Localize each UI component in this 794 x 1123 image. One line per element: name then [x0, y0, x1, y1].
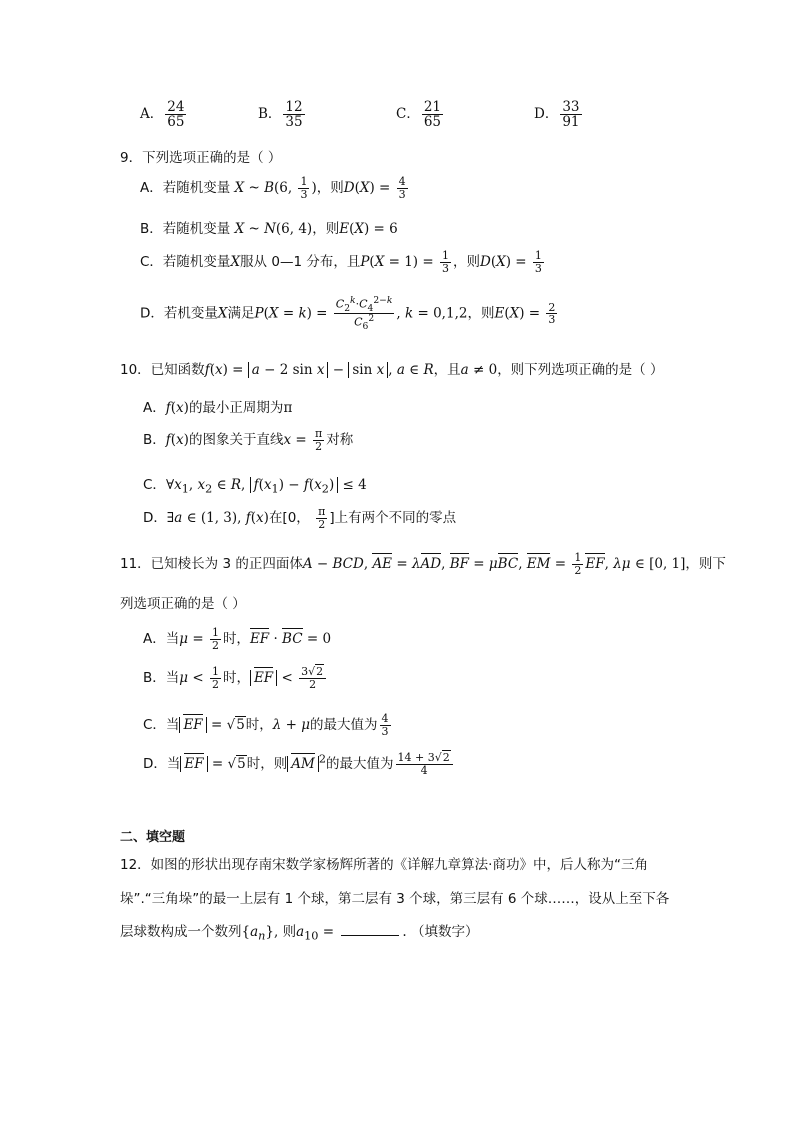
q8-option-b: [258, 100, 307, 129]
denominator: 65: [423, 114, 442, 131]
option-label: B．: [258, 106, 282, 123]
option-text: ，则: [316, 180, 344, 196]
option-label: D．: [534, 106, 559, 123]
option-label: C．: [143, 477, 166, 493]
q12-line1: 12．如图的形状出现存南宋数学家杨辉所著的《详解九章算法·商功》中，后人称为“三角: [120, 857, 648, 873]
q8-option-d: [534, 100, 584, 129]
fraction: [422, 100, 443, 129]
option-text: 时，则: [246, 756, 288, 772]
section-title: 二、填空题: [120, 830, 186, 845]
option-text: 满足: [227, 305, 255, 322]
option-label: C．当: [143, 717, 180, 733]
option-text: 时，: [222, 670, 250, 686]
option-text: 的最小正周期为: [188, 400, 284, 416]
option-text: B．若随机变量: [140, 221, 231, 237]
stem-text: 层球数构成一个数列: [120, 924, 242, 940]
option-text: 在[0，: [268, 510, 310, 526]
q11-option-d: D．当 EF = √5时，则 AM $^2$的最大值为 $\frac{14 + 3√2}{4}$: [143, 752, 455, 777]
fraction: [283, 100, 304, 129]
stem-text: ，则下: [685, 556, 726, 572]
fraction: [165, 100, 186, 129]
q10-option-b: B．f(x)的图象关于直线x = $\frac{\pi}{2}$ 对称: [143, 427, 354, 453]
numerator: 21: [423, 99, 442, 115]
q9-stem: 9．下列选项正确的是（ ）: [120, 150, 282, 166]
option-text: ，则: [467, 305, 495, 322]
q9-option-b: B．若随机变量 X ~ N(6, 4)，则E(X) = 6: [140, 221, 398, 237]
option-label: B．当: [143, 670, 180, 686]
q11-option-c: C．当 EF = √5时，λ + μ的最大值为 $\frac{4}{3}$: [143, 712, 389, 738]
q12-line2: 垛”.“三角垛”的最一上层有 1 个球，第二层有 3 个球，第三层有 6 个球……，设从上至下各: [120, 891, 670, 907]
q11-stem-line2: 列选项正确的是（ ）: [120, 596, 246, 612]
q10-option-c: C．$\forall x_1$, $x_2$ ∈ R, $f(x_1) - f(x_2) \le 4$: [143, 477, 367, 496]
option-label: D．当: [143, 756, 181, 772]
option-text: C．若随机变量: [140, 254, 231, 270]
q10-stem: 10．已知函数f(x) = a − 2 sin x − sin x , a ∈ R，且a ≠ 0，则下列选项正确的是（ ）: [120, 362, 664, 378]
option-text: 的最大值为: [310, 717, 378, 733]
q10-option-d: D．∃a ∈ (1, 3), f(x)在[0， $\frac{\pi}{2}$ ]上有两个不同的零点: [143, 505, 457, 531]
option-label: B．: [143, 432, 166, 448]
q9-option-d: D．若机变量X满足P(X = k) = $\frac{C_2^k\cdot C_4^{2-k}}{C_6^2}$ , k = 0,1,2，则E(X) = $\frac{2}{3}$: [140, 295, 556, 333]
option-label: A．: [143, 400, 166, 416]
q11-option-b: B．当μ < $\frac{1}{2}$ 时， EF < $\frac{3√2}{2}$: [143, 666, 328, 691]
q11-option-a: A．当μ = $\frac{1}{2}$ 时，EF · BC = 0: [143, 626, 332, 652]
stem-text: 11．已知棱长为 3 的正四面体: [120, 556, 303, 572]
denominator: 65: [167, 114, 185, 131]
numerator: 12: [285, 99, 303, 115]
numerator: 24: [167, 99, 185, 115]
option-label: A．: [140, 106, 164, 123]
option-text: ，则: [312, 221, 340, 237]
denominator: 91: [562, 114, 580, 131]
option-text: 时，: [222, 631, 250, 647]
option-text: 时，: [245, 717, 273, 733]
q11-stem: 11．已知棱长为 3 的正四面体A − BCD, AE = λAD, BF = μBC, EM = $\frac{1}{2}$ EF, λμ ∈ [0, 1]，则下: [120, 551, 726, 577]
q8-option-c: [396, 100, 445, 129]
q9-option-c: C．若随机变量X服从 0—1 分布，且P(X = 1) = $\frac{1}{3}$ ，则D(X) = $\frac{1}{3}$: [140, 249, 542, 275]
option-text: A．若随机变量: [140, 180, 231, 196]
answer-blank[interactable]: [341, 923, 399, 936]
option-text: ，则: [452, 254, 480, 270]
denominator: 35: [285, 114, 303, 131]
stem-text: ，且: [433, 362, 461, 378]
q8-option-a: [140, 100, 188, 129]
numerator: 33: [562, 99, 580, 115]
q10-option-a: A．f(x)的最小正周期为π: [143, 400, 293, 416]
option-label: C．: [396, 106, 420, 123]
stem-text: （填数字）: [410, 924, 479, 940]
stem-text: ，则下列选项正确的是（ ）: [497, 362, 664, 378]
option-text: D．若机变量: [140, 305, 218, 322]
option-text: 的最大值为: [326, 756, 394, 772]
q12-line3: 层球数构成一个数列$\{a_n\}$, 则$a_{10}$ = . （填数字）: [120, 924, 479, 943]
option-text: 的图象关于直线: [188, 432, 284, 448]
option-text: ]上有两个不同的零点: [329, 510, 457, 526]
fraction: [560, 100, 581, 129]
stem-text: 10．已知函数: [120, 362, 205, 378]
option-text: 服从 0—1 分布，且: [240, 254, 361, 270]
option-text: 对称: [326, 432, 354, 448]
option-label: A．当: [143, 631, 180, 647]
q9-option-a: A．若随机变量 X ~ B(6, $\frac{1}{3}$ )，则D(X) = $\frac{4}{3}$: [140, 175, 406, 201]
option-label: D．: [143, 510, 167, 526]
